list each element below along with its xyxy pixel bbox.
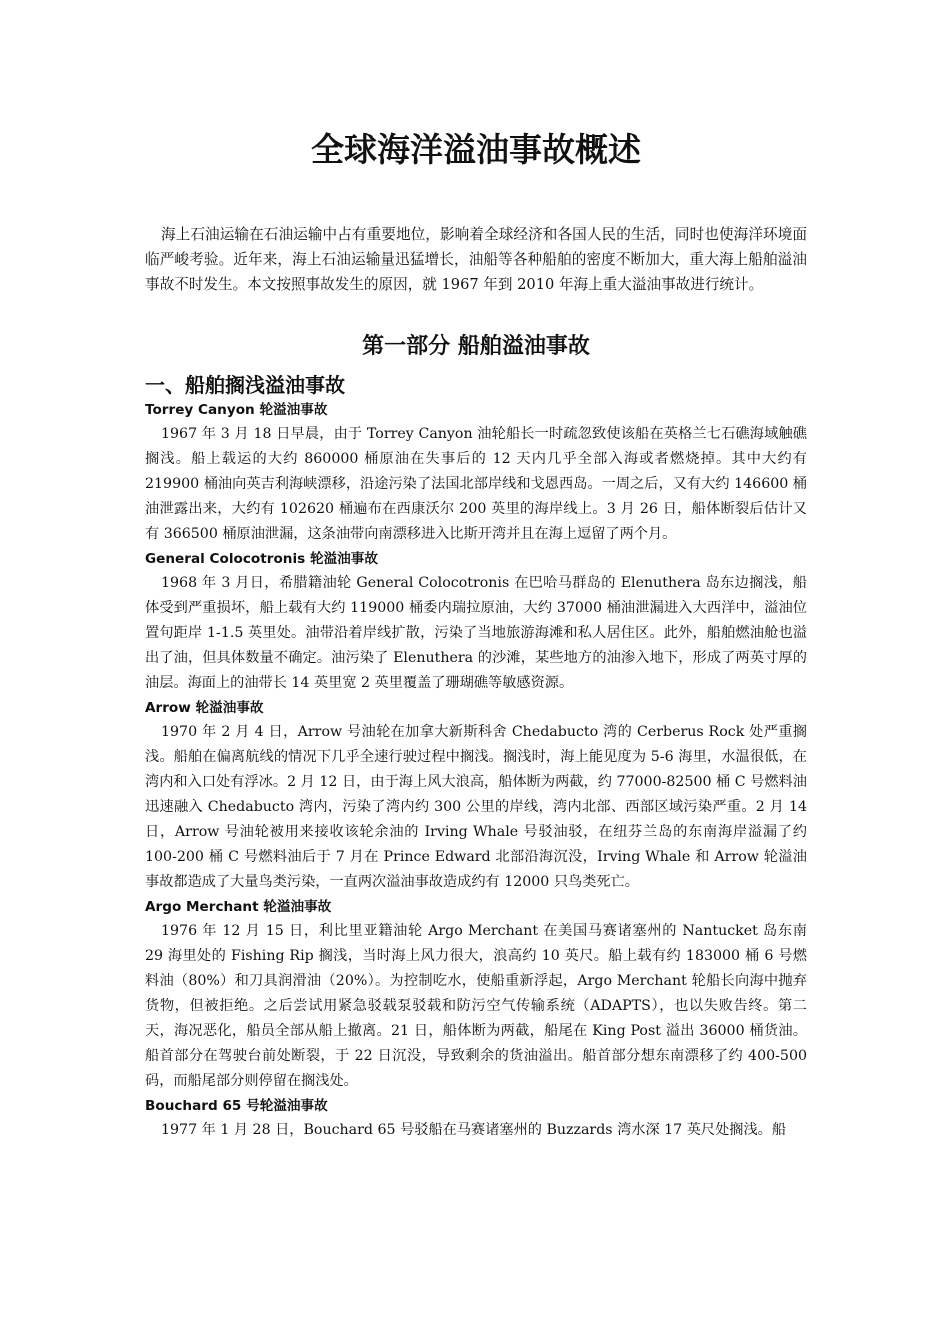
incident-heading: Arrow 轮溢油事故	[145, 700, 264, 716]
part-title: 第一部分 船舶溢油事故	[362, 334, 590, 359]
incident-argo-merchant	[145, 895, 807, 1094]
incident-arrow	[145, 696, 807, 895]
incident-body: 1976 年 12 月 15 日，利比里亚籍油轮 Argo Merchant 在美国马赛诸塞州的 Nantucket 岛东南 29 海里处的 Fishing Rip 搁浅，当时海上风力很大，浪高约 10 英尺。船上载有约 183000 桶 6 号燃料油（80%）和刀具润滑油（20%）。为控制吃水，使船重新浮起，Argo Merchant 轮船长向海中抛弃货物，但被拒绝。之后尝试用紧急驳载泵驳载和防污空气传输系统（ADAPTS），也以失败告终。第二天，海况恶化，船员全部从船上撤离。21 日，船体断为两截，船尾在 King Post 溢出 36000 桶货油。船首部分在驾驶台前处断裂，于 22 日沉没，导致剩余的货油溢出。船首部分想东南漂移了约 400-500 码，而船尾部分则停留在搁浅处。	[145, 923, 807, 1089]
incident-heading: General Colocotronis 轮溢油事故	[145, 551, 378, 567]
incident-body: 1977 年 1 月 28 日，Bouchard 65 号驳船在马赛诸塞州的 Buzzards 湾水深 17 英尺处搁浅。船	[161, 1122, 787, 1138]
incident-heading: Torrey Canyon 轮溢油事故	[145, 402, 328, 418]
incident-body: 1968 年 3 月日，希腊籍油轮 General Colocotronis 在巴哈马群岛的 Elenuthera 岛东边搁浅，船体受到严重损坏，船上载有大约 119000 桶委内瑞拉原油，大约 37000 桶油泄漏进入大西洋中，溢油位置句距岸 1-1.5 英里处。油带沿着岸线扩散，污染了当地旅游海滩和私人居住区。此外，船舶燃油舱也溢出了油，但具体数量不确定。油污染了 Elenuthera 的沙滩，某些地方的油渗入地下，形成了两英寸厚的油层。海面上的油带长 14 英里宽 2 英里覆盖了珊瑚礁等敏感资源。	[145, 575, 807, 691]
incident-heading: Bouchard 65 号轮溢油事故	[145, 1098, 328, 1114]
incident-body: 1970 年 2 月 4 日，Arrow 号油轮在加拿大新斯科舍 Chedabucto 湾的 Cerberus Rock 处严重搁浅。船舶在偏离航线的情况下几乎全速行驶过程中搁浅。搁浅时，海上能见度为 5-6 海里，水温很低，在湾内和入口处有浮冰。2 月 12 日，由于海上风大浪高，船体断为两截，约 77000-82500 桶 C 号燃料油迅速融入 Chedabucto 湾内，污染了湾内约 300 公里的岸线，湾内北部、西部区域污染严重。2 月 14 日，Arrow 号油轮被用来接收该轮余油的 Irving Whale 号驳油驳，在纽芬兰岛的东南海岸溢漏了约 100-200 桶 C 号燃料油后于 7 月在 Prince Edward 北部沿海沉没，Irving Whale 和 Arrow 轮溢油事故都造成了大量鸟类污染，一直两次溢油事故造成约有 12000 只鸟类死亡。	[145, 724, 807, 890]
incident-torrey-canyon	[145, 398, 807, 547]
section-title: 一、船舶搁浅溢油事故	[145, 373, 345, 397]
document-title: 全球海洋溢油事故概述	[311, 130, 641, 169]
incident-body: 1967 年 3 月 18 日早晨，由于 Torrey Canyon 油轮船长一时疏忽致使该船在英格兰七石礁海域触礁搁浅。船上载运的大约 860000 桶原油在失事后的 12 天内几乎全部入海或者燃烧掉。其中大约有 219900 桶油向英吉利海峡漂移，沿途污染了法国北部岸线和戈恩西岛。一周之后，又有大约 146600 桶油泄露出来，大约有 102620 桶遍布在西康沃尔 200 英里的海岸线上。3 月 26 日，船体断裂后估计又有 366500 桶原油泄漏，这条油带向南漂移进入比斯开湾并且在海上逗留了两个月。	[145, 426, 807, 542]
intro-paragraph: 海上石油运输在石油运输中占有重要地位，影响着全球经济和各国人民的生活，同时也使海洋环境面临严峻考验。近年来，海上石油运输量迅猛增长，油船等各种船舶的密度不断加大，重大海上船舶溢油事故不时发生。本文按照事故发生的原因，就 1967 年到 2010 年海上重大溢油事故进行统计。	[145, 226, 807, 293]
incident-list	[145, 398, 807, 1143]
incident-bouchard-65	[145, 1094, 807, 1143]
incident-heading: Argo Merchant 轮溢油事故	[145, 899, 332, 915]
incident-general-colocotronis	[145, 547, 807, 696]
